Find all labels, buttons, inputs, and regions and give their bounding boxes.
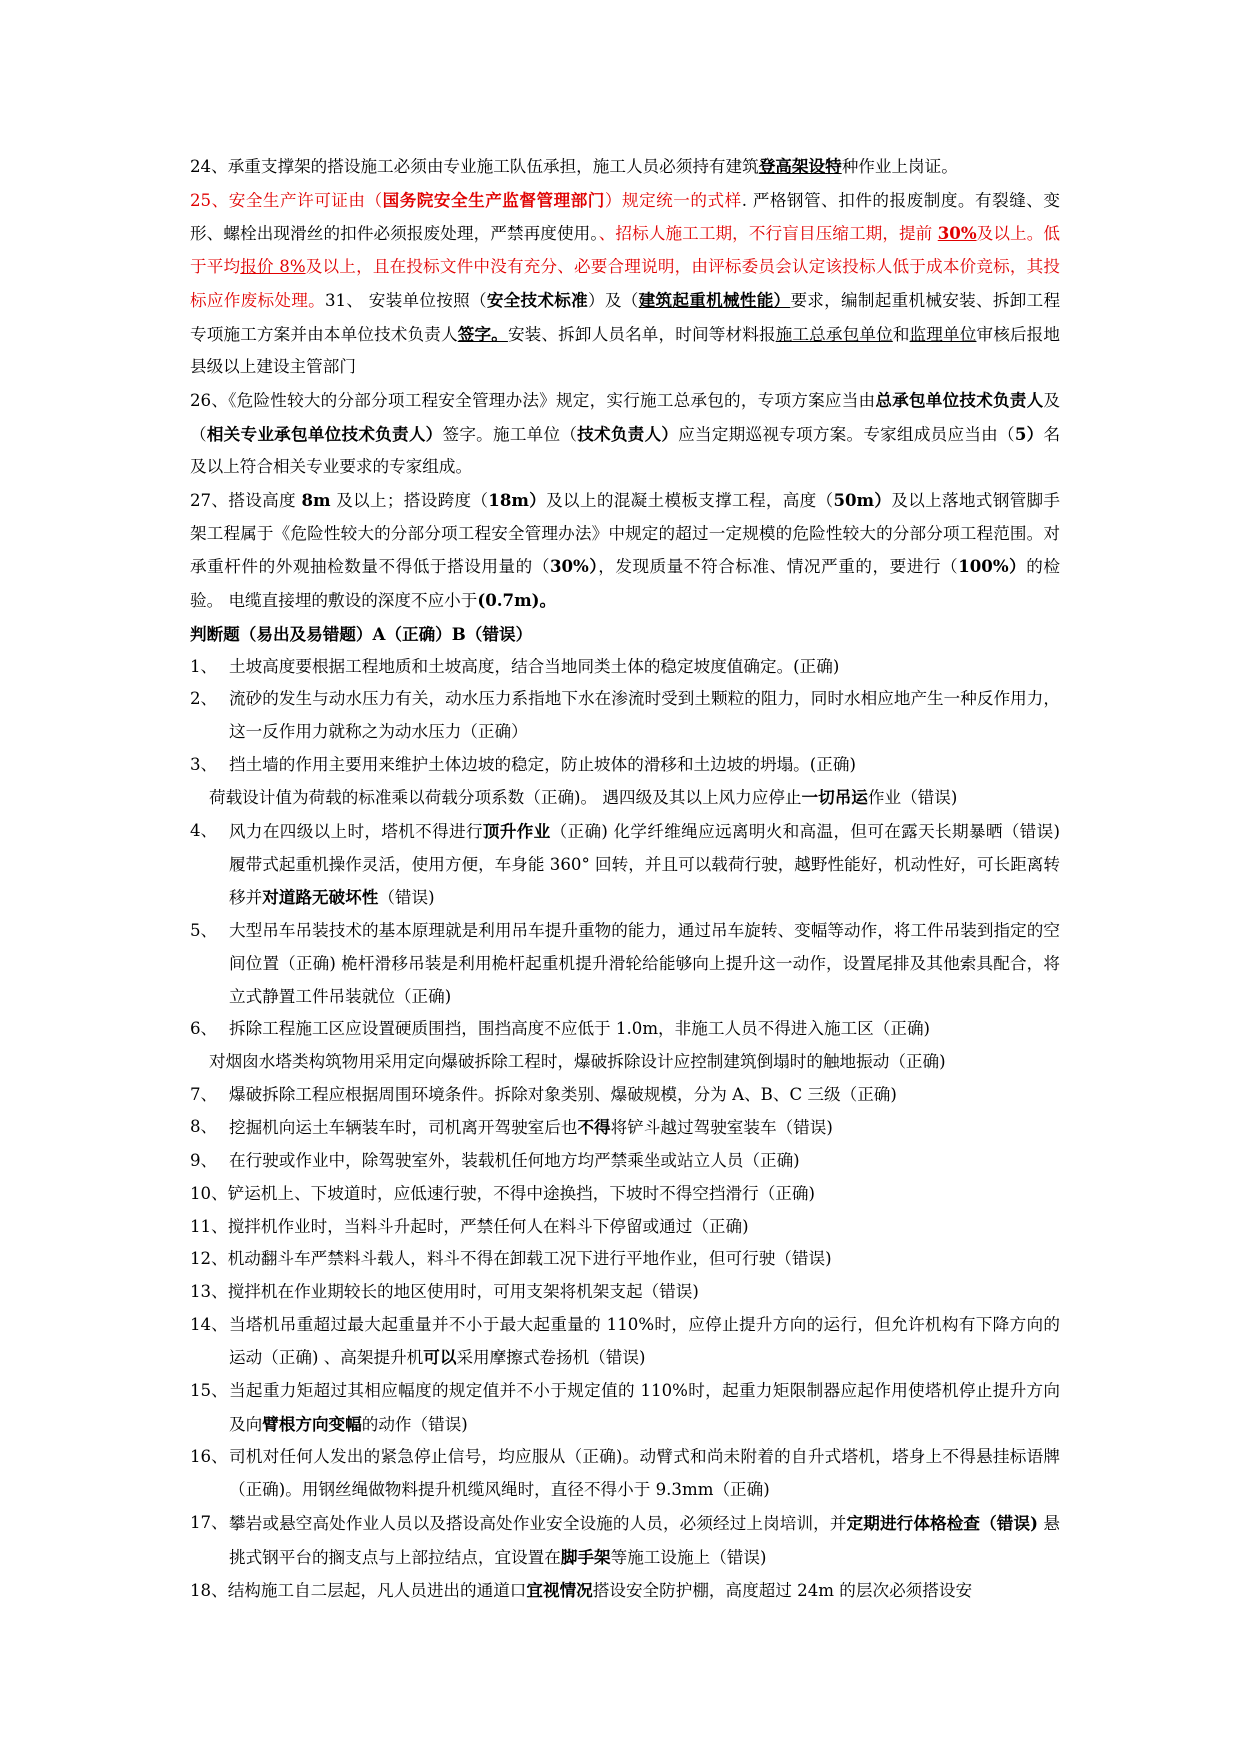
list-item-6 <box>190 1013 1060 1046</box>
list-item-17 <box>190 1507 1060 1574</box>
text: ，发现质量不符合标准、情况严重的，要进行（ <box>598 557 959 577</box>
text: 悬挑式钢平台的搁支点与上部拉结点，宜设置在 <box>229 1513 1060 1567</box>
emphasis: 总承包单位技术负责人 <box>875 389 1044 410</box>
list-item-7 <box>190 1079 1060 1112</box>
paragraph-24 <box>190 150 1060 184</box>
text: 风力在四级以上时，塔机不得进行 <box>229 822 483 842</box>
text: 名及以上符合相关专业要求的专家组成。 <box>190 424 1061 477</box>
list-item-18 <box>190 1574 1060 1608</box>
text: （错误) <box>378 888 435 908</box>
red-emphasis: 国务院安全生产监督管理部门 <box>382 189 605 210</box>
text: 安装、拆卸人员名单，时间等材料报 <box>507 324 776 344</box>
item-number: 1、 <box>190 656 218 676</box>
text: 26、《危险性较大的分部分项工程安全管理办法》规定，实行施工总承包的，专项方案应当由 <box>190 390 876 410</box>
list-item-15 <box>190 1375 1060 1441</box>
red-text: 及以上，且在投标文件中没有充分、必要合理说明，由评标委员会认定该投标人低于成本价竞标，其投标应作废标处理。 <box>190 257 1061 310</box>
text: 审核后报地县级以上建设主管部门 <box>190 324 1061 377</box>
emphasis: 相关专业承包单位技术负责人） <box>206 423 443 444</box>
underline: 监理单位 <box>909 324 977 344</box>
text: . 严格钢管、扣件的报废制度。有裂缝、变形、螺栓出现滑丝的扣件必须报废处理，严禁再度使用。 <box>190 190 1061 244</box>
list-item-3 <box>190 749 1060 782</box>
emphasis: 登高架设特 <box>758 156 842 176</box>
list-item-4 <box>190 815 1060 915</box>
text: 要求，编制起重机械安装、拆卸工程专项施工方案并由本单位技术负责人 <box>190 290 1061 344</box>
emphasis: 30%） <box>549 556 599 577</box>
text: 等施工设施上（错误) <box>610 1547 767 1567</box>
emphasis: 可以 <box>423 1347 457 1368</box>
emphasis: 签字。 <box>457 323 508 344</box>
document-page <box>190 150 1060 1608</box>
item-text <box>229 1507 1060 1574</box>
text: 将铲斗越过驾驶室装车（错误) <box>610 1118 833 1138</box>
item-number: 7、 <box>190 1084 218 1104</box>
item-number: 6、 <box>190 1019 218 1039</box>
text: 当起重力矩超过其相应幅度的规定值并不小于规定值的 110%时，起重力矩限制器应起作用使塔机停止提升方向及向 <box>229 1381 1060 1434</box>
list-item-12: 12、机动翻斗车严禁料斗载人，料斗不得在卸载工况下进行平地作业，但可行驶（错误) <box>190 1249 832 1269</box>
underline: 施工总承包单位 <box>775 324 893 344</box>
text: 种作业上岗证。 <box>841 157 958 176</box>
emphasis: 建筑起重机械性能） <box>638 289 791 310</box>
emphasis: 安全技术标准 <box>486 289 589 310</box>
emphasis: 18m） <box>488 490 547 511</box>
item-number: 14、 <box>190 1314 228 1334</box>
item-number: 4、 <box>190 821 218 841</box>
text: 攀岩或悬空高处作业人员以及搭设高处作业安全设施的人员，必须经过上岗培训，并 <box>229 1513 847 1533</box>
text: 挖掘机向运土车辆装车时，司机离开驾驶室后也 <box>229 1118 578 1138</box>
text: 搭设安全防护棚，高度超过 24m 的层次必须搭设安 <box>592 1581 973 1601</box>
list-item-11: 11、搅拌机作业时，当料斗升起时，严禁任何人在料斗下停留或通过（正确) <box>190 1216 749 1236</box>
paragraph-25 <box>190 184 1060 384</box>
emphasis: 8m <box>301 490 331 511</box>
item-number: 8、 <box>190 1117 218 1137</box>
item-text: 挡土墙的作用主要用来维护土体边坡的稳定，防止坡体的滑移和土边坡的坍塌。(正确) <box>229 754 856 774</box>
item-text <box>229 1111 1060 1145</box>
text: 及以上的混凝土模板支撑工程，高度（ <box>546 491 834 511</box>
emphasis: (0.7m)。 <box>477 590 557 611</box>
item-number: 3、 <box>190 754 218 774</box>
list-item-16 <box>190 1441 1060 1506</box>
red-text: ）规定统一的式样 <box>604 190 742 210</box>
list-item-9 <box>190 1145 1060 1178</box>
emphasis: 技术负责人） <box>577 423 679 444</box>
red-text: 、招标人施工工期，不行盲目压缩工期，提前 <box>598 224 938 244</box>
text: 作业（错误) <box>867 788 958 808</box>
text: 的检验。 电缆直接埋的敷设的深度不应小于 <box>190 557 1061 611</box>
item-number: 17、 <box>190 1512 228 1532</box>
text: 荷载设计值为荷载的标准乘以荷载分项系数（正确)。 遇四级及其以上风力应停止 <box>209 788 802 808</box>
item-text: 拆除工程施工区应设置硬质围挡，围挡高度不应低于 1.0m，非施工人员不得进入施工区（正确) <box>229 1019 931 1039</box>
red-text: 及以上。低于平均 <box>190 224 1061 277</box>
emphasis: 顶升作业 <box>482 821 551 842</box>
list-item-8 <box>190 1111 1060 1145</box>
emphasis: 脚手架 <box>560 1546 611 1567</box>
emphasis: 100%） <box>958 556 1027 577</box>
item-text: 司机对任何人发出的紧急停止信号，均应服从（正确)。动臂式和尚未附着的自升式塔机，塔身上不得悬挂标语牌（正确)。用钢丝绳做物料提升机缆风绳时，直径不得小于 9.3mm（正确) <box>229 1447 1060 1500</box>
section-title: 判断题（易出及易错题）A（正确）B（错误） <box>190 623 533 644</box>
red-underline: 报价 8% <box>240 257 306 277</box>
list-item-3-continuation <box>190 781 1060 815</box>
emphasis: 宜视情况 <box>526 1580 593 1601</box>
item-text <box>229 1309 1060 1375</box>
emphasis: 5） <box>1014 423 1044 444</box>
item-text: 在行驶或作业中，除驾驶室外，装载机任何地方均严禁乘坐或站立人员（正确) <box>229 1151 800 1171</box>
text: 18、结构施工自二层起，凡人员进出的通道口 <box>190 1581 527 1601</box>
text: 及以上落地式钢管脚手架工程属于《危险性较大的分部分项工程安全管理办法》中规定的超过一定规模的危险性较大的分部分项工程范围。对承重杆件的外观抽检数量不得低于搭设用量的（ <box>190 491 1061 577</box>
paragraph-27 <box>190 484 1060 618</box>
red-text: 25、安全生产许可证由（ <box>190 190 383 210</box>
item-number: 16、 <box>190 1447 228 1467</box>
list-item-10: 10、铲运机上、下坡道时，应低速行驶，不得中途换挡，下坡时不得空挡滑行（正确) <box>190 1183 815 1203</box>
emphasis: 不得 <box>577 1117 611 1138</box>
paragraph-26 <box>190 384 1060 484</box>
emphasis: 定期进行体格检查（错误) <box>846 1512 1039 1533</box>
text: （正确) 化学纤维绳应远离明火和高温，但可在露天长期暴晒（错误) 履带式起重机操作灵活，使用方便，车身能 360° 回转，并且可以载荷行驶，越野性能好，机动性好，可长距离转移并 <box>229 822 1060 908</box>
item-text <box>229 1375 1060 1441</box>
text: ）及（ <box>588 290 639 310</box>
list-item-13: 13、搅拌机在作业期较长的地区使用时，可用支架将机架支起（错误) <box>190 1281 699 1301</box>
item-number: 5、 <box>190 921 218 941</box>
text: 签字。施工单位（ <box>442 424 578 444</box>
item-number: 15、 <box>190 1381 228 1401</box>
text: 及以上；搭设跨度（ <box>330 491 489 511</box>
text: 的动作（错误) <box>361 1414 468 1434</box>
item-number: 9、 <box>190 1151 218 1171</box>
text: 应当定期巡视专项方案。专家组成员应当由（ <box>678 424 1015 444</box>
text: 31、 安装单位按照（ <box>324 290 487 310</box>
list-item-14 <box>190 1309 1060 1375</box>
list-item-6-continuation: 对烟囱水塔类构筑物用采用定向爆破拆除工程时，爆破拆除设计应控制建筑倒塌时的触地振动（正确) <box>209 1051 946 1071</box>
item-number: 2、 <box>190 689 218 709</box>
text: 和 <box>892 324 910 344</box>
list-item-5 <box>190 915 1060 1013</box>
list-item-2 <box>190 683 1060 748</box>
text: 27、搭设高度 <box>190 491 302 511</box>
text: 及（ <box>190 390 1061 444</box>
emphasis: 对道路无破坏性 <box>262 887 379 908</box>
emphasis: 一切吊运 <box>801 787 868 808</box>
item-text: 土坡高度要根据工程地质和土坡高度，结合当地同类土体的稳定坡度值确定。(正确) <box>229 656 840 676</box>
item-text: 大型吊车吊装技术的基本原理就是利用吊车提升重物的能力，通过吊车旋转、变幅等动作，将工件吊装到指定的空间位置（正确) 桅杆滑移吊装是利用桅杆起重机提升滑轮给能够向上提升这一动作，设置尾排及其他索具配合，将立式静置工件吊装就位（正确) <box>229 921 1060 1006</box>
emphasis: 臂根方向变幅 <box>262 1413 362 1434</box>
text: 采用摩擦式卷扬机（错误) <box>456 1348 646 1368</box>
red-emphasis: 30% <box>937 223 977 244</box>
text: 24、承重支撑架的搭设施工必须由专业施工队伍承担，施工人员必须持有建筑 <box>190 157 759 176</box>
list-item-1 <box>190 651 1060 684</box>
item-text: 爆破拆除工程应根据周围环境条件。拆除对象类别、爆破规模，分为 A、B、C 三级（正确) <box>229 1084 897 1104</box>
emphasis: 50m） <box>833 490 892 511</box>
item-text <box>229 815 1060 915</box>
text: 当塔机吊重超过最大起重量并不小于最大起重量的 110%时，应停止提升方向的运行，但允许机构有下降方向的运动（正确) 、高架提升机 <box>229 1314 1060 1368</box>
item-text: 流砂的发生与动水压力有关，动水压力系指地下水在渗流时受到土颗粒的阻力，同时水相应地产生一种反作用力，这一反作用力就称之为动水压力（正确） <box>229 689 1060 741</box>
